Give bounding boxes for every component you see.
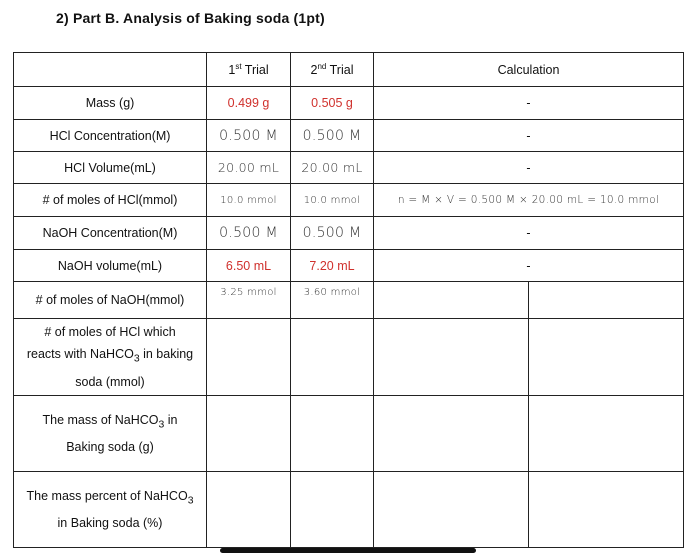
- trial-2-value: 20.00 mL: [291, 152, 374, 184]
- calculation-cell-left: [374, 319, 529, 396]
- calculation-cell-left: [374, 282, 529, 319]
- trial-1-value: 10.0 mmol: [207, 184, 291, 217]
- header-trial-1: 1st Trial: [207, 53, 291, 87]
- trial-2-value: [291, 396, 374, 472]
- home-indicator-bar[interactable]: [220, 548, 476, 553]
- header-blank-cell: [14, 53, 207, 87]
- row-label: NaOH Concentration(M): [14, 217, 207, 250]
- trial-1-value: [207, 319, 291, 396]
- row-naoh-concentration: [14, 217, 684, 250]
- trial-1-value: 6.50 mL: [207, 250, 291, 282]
- row-hcl-concentration: [14, 120, 684, 152]
- trial-2-value: 0.500 M: [291, 120, 374, 152]
- row-label: # of moles of HCl(mmol): [14, 184, 207, 217]
- calculation-cell-right: [529, 282, 684, 319]
- row-label: Mass (g): [14, 87, 207, 120]
- row-hcl-volume: [14, 152, 684, 184]
- row-label: # of moles of HCl which reacts with NaHCO$_3$ in baking soda (mmol): [14, 319, 207, 396]
- header-row: [14, 53, 684, 87]
- calculation-cell-left: [374, 472, 529, 548]
- calculation-cell-left: [374, 396, 529, 472]
- header-trial-2: 2nd Trial: [291, 53, 374, 87]
- row-label: The mass percent of NaHCO$_3$ in Baking soda (%): [14, 472, 207, 548]
- row-label: NaOH volume(mL): [14, 250, 207, 282]
- trial-2-value: [291, 319, 374, 396]
- row-label: HCl Volume(mL): [14, 152, 207, 184]
- row-hcl-moles: [14, 184, 684, 217]
- row-nahco3-mass: [14, 396, 684, 472]
- row-label: HCl Concentration(M): [14, 120, 207, 152]
- calculation-cell: -: [374, 120, 684, 152]
- calculation-cell-right: [529, 319, 684, 396]
- calculation-cell: -: [374, 152, 684, 184]
- trial-1-value: 0.500 M: [207, 217, 291, 250]
- row-naoh-moles: [14, 282, 684, 319]
- calculation-cell-right: [529, 396, 684, 472]
- calculation-cell: -: [374, 87, 684, 120]
- row-naoh-volume: [14, 250, 684, 282]
- row-label: The mass of NaHCO$_3$ in Baking soda (g): [14, 396, 207, 472]
- header-calculation: Calculation: [374, 53, 684, 87]
- calculation-cell-right: [529, 472, 684, 548]
- row-mass: [14, 87, 684, 120]
- trial-2-value: 0.500 M: [291, 217, 374, 250]
- trial-2-value: 10.0 mmol: [291, 184, 374, 217]
- calculation-cell: n = M × V = 0.500 M × 20.00 mL = 10.0 mmol: [374, 184, 684, 217]
- trial-2-value: 3.60 mmol: [291, 282, 374, 319]
- trial-2-value: 0.505 g: [291, 87, 374, 120]
- trial-1-value: [207, 396, 291, 472]
- row-hcl-reacted: [14, 319, 684, 396]
- trial-1-value: 0.499 g: [207, 87, 291, 120]
- section-heading: 2) Part B. Analysis of Baking soda (1pt): [56, 10, 325, 26]
- trial-1-value: [207, 472, 291, 548]
- calculation-cell: -: [374, 217, 684, 250]
- trial-1-value: 0.500 M: [207, 120, 291, 152]
- trial-2-value: 7.20 mL: [291, 250, 374, 282]
- trial-1-value: 20.00 mL: [207, 152, 291, 184]
- row-label: # of moles of NaOH(mmol): [14, 282, 207, 319]
- trial-1-value: 3.25 mmol: [207, 282, 291, 319]
- row-nahco3-percent: [14, 472, 684, 548]
- analysis-table: [13, 52, 684, 548]
- trial-2-value: [291, 472, 374, 548]
- calculation-cell: -: [374, 250, 684, 282]
